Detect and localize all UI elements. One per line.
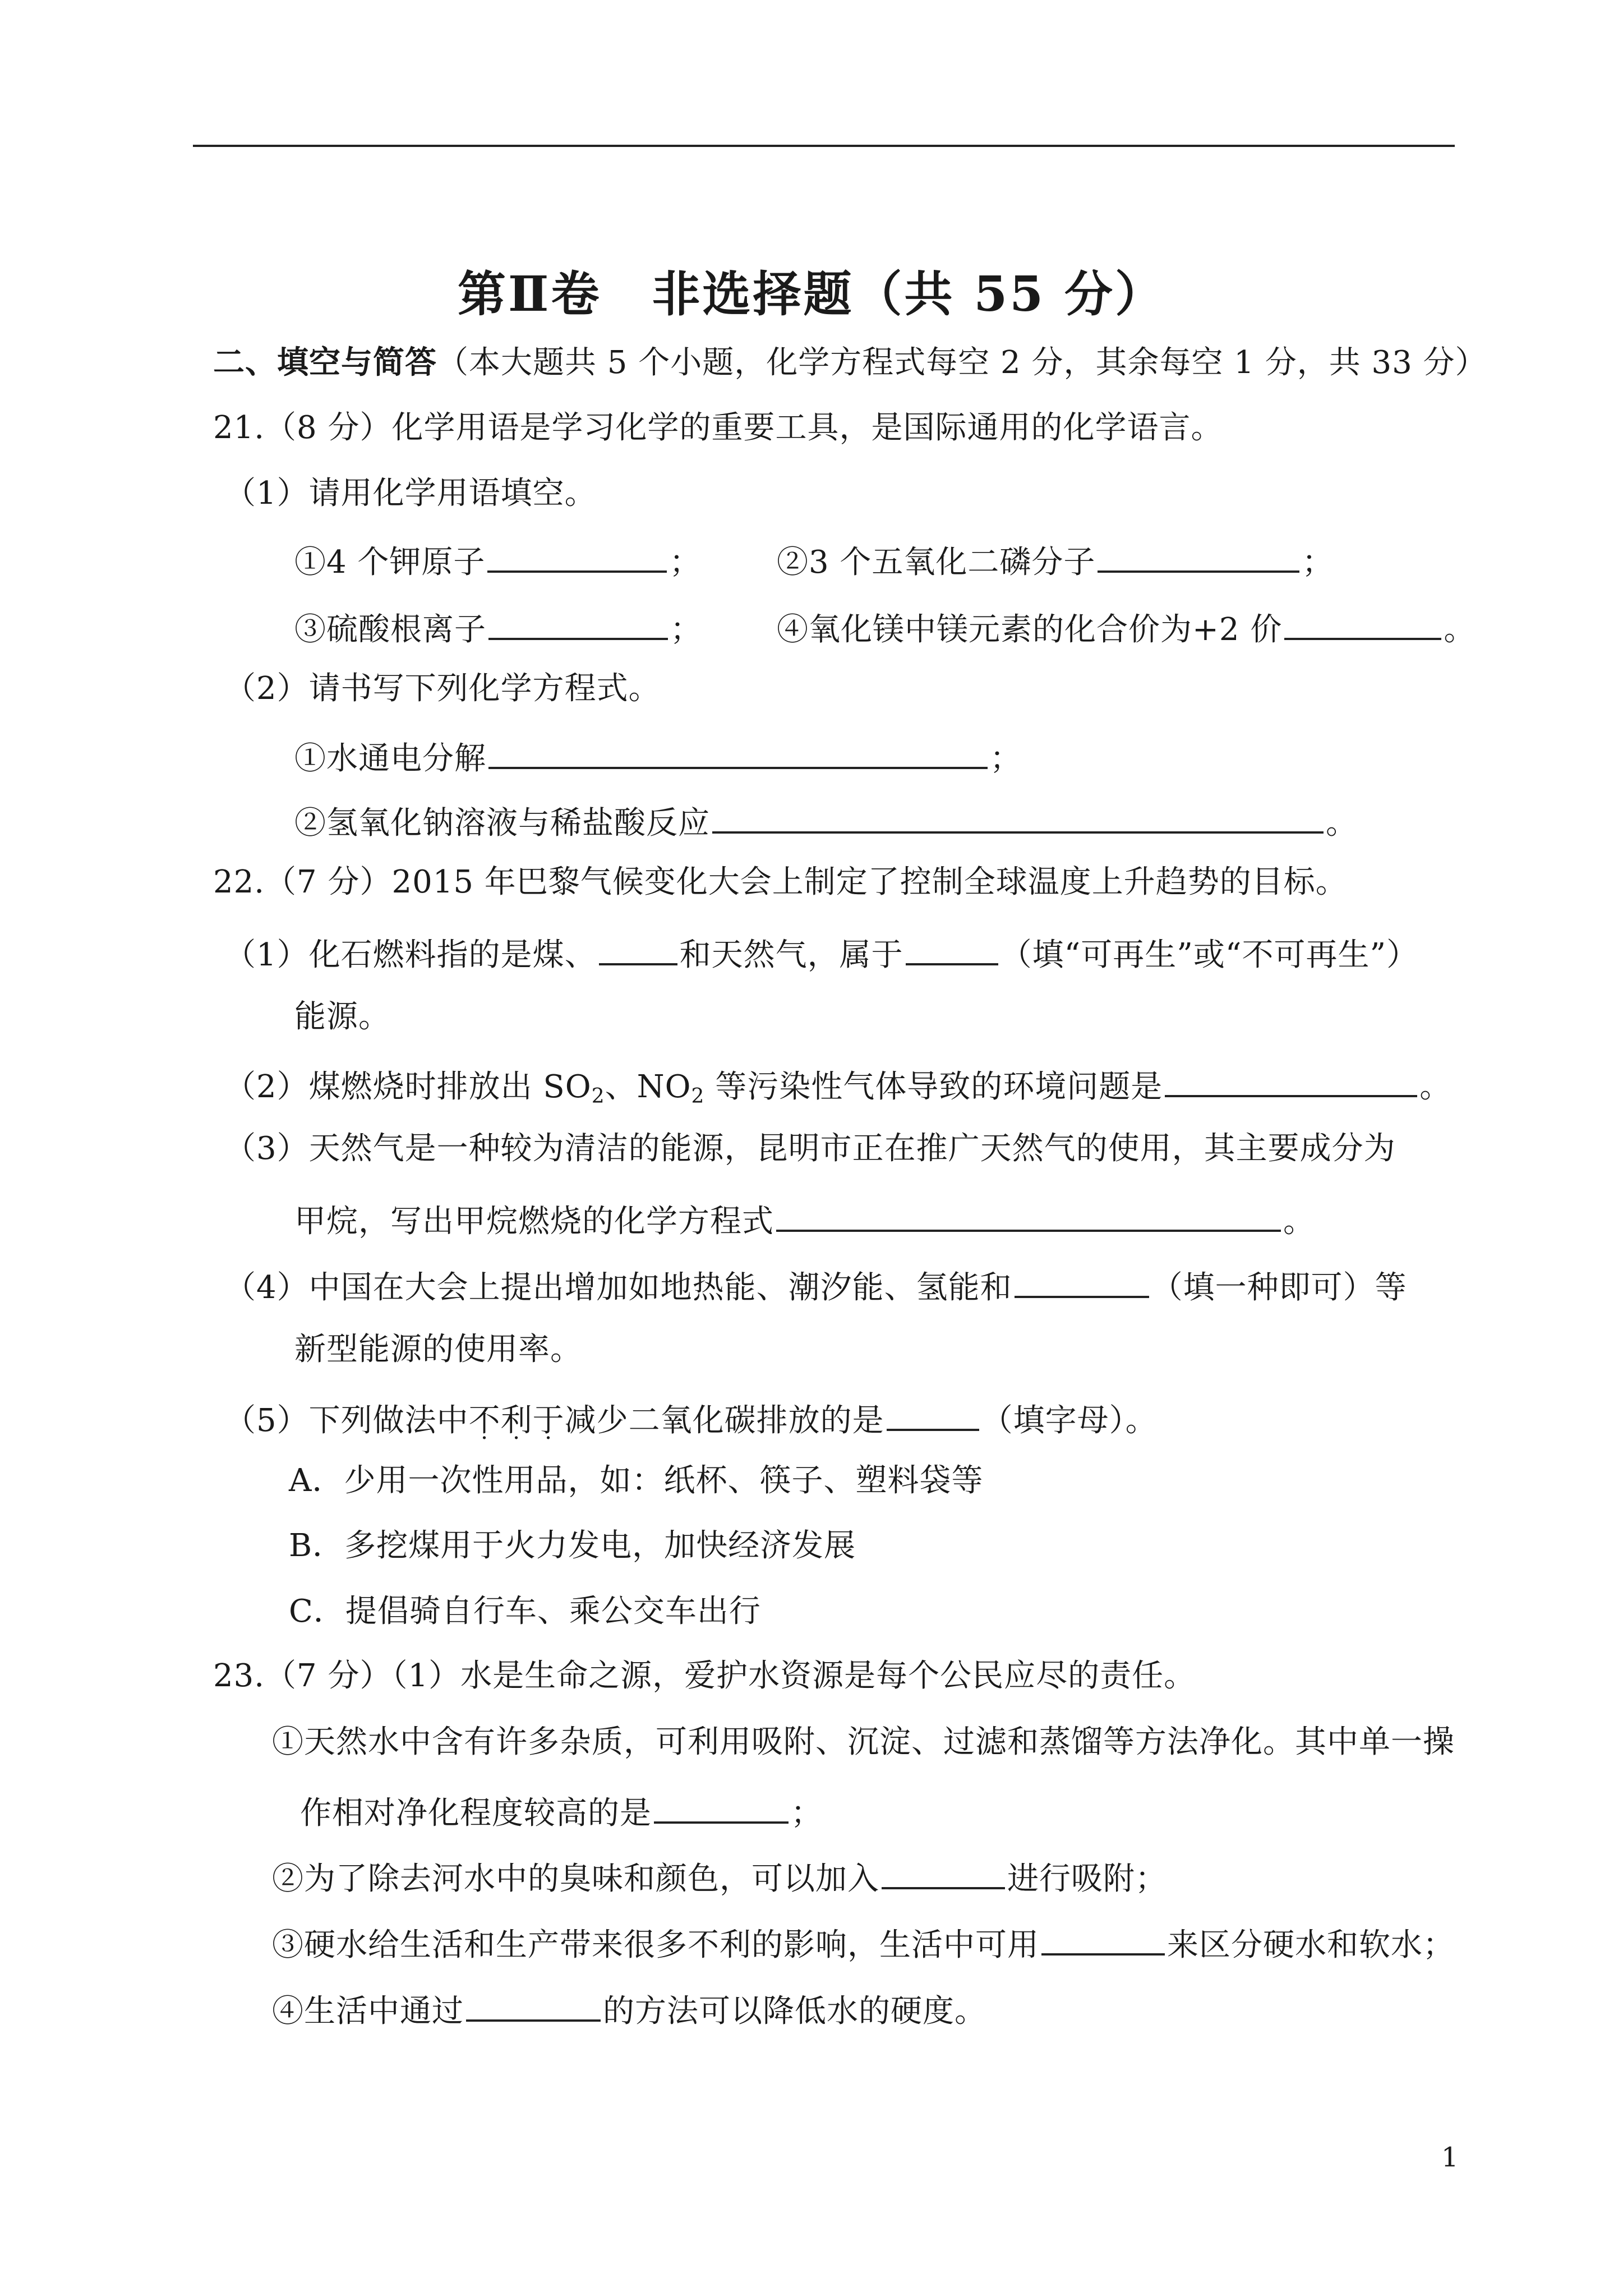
q21-item3 <box>294 609 702 646</box>
q23-s4-text: 的方法可以降低水的硬度。 <box>603 1993 986 2030</box>
subscript: 2 <box>691 1085 705 1108</box>
q22-option-a: A．少用一次性用品，如：纸杯、筷子、塑料袋等 <box>289 1462 984 1499</box>
punct: ； <box>670 611 702 648</box>
answer-blank[interactable] <box>1098 541 1299 573</box>
emphasis-char: 不 <box>468 1402 501 1439</box>
page-number: 1 <box>1441 2142 1459 2173</box>
q21-item3-text: ③硫酸根离子 <box>294 611 486 648</box>
emphasis-char: 利 <box>500 1402 533 1439</box>
q23-sub3 <box>272 1924 1455 1961</box>
punct: 。 <box>1419 1069 1452 1105</box>
q22-part2 <box>224 1066 1451 1107</box>
punct: ； <box>1302 544 1334 581</box>
q21-part2: （2）请书写下列化学方程式。 <box>224 670 661 707</box>
q22-part4 <box>224 1267 1407 1304</box>
q22-part4-cont: 新型能源的使用率。 <box>294 1331 582 1368</box>
q21-item2 <box>777 541 1334 581</box>
answer-blank[interactable] <box>488 738 988 769</box>
q21-stem: 21.（8 分）化学用语是学习化学的重要工具，是国际通用的化学语言。 <box>213 409 1223 446</box>
q21-item1 <box>294 541 702 581</box>
q23-s1-text: 作相对净化程度较高的是 <box>300 1795 652 1832</box>
q22-p4-text: （4）中国在大会上提出增加如地热能、潮汐能、氢能和 <box>224 1269 1012 1306</box>
q21-item1-text: ①4 个钾原子 <box>294 544 486 581</box>
answer-blank[interactable] <box>654 1792 789 1824</box>
header-rule <box>193 145 1455 147</box>
q22-p2-text: （2）煤燃烧时排放出 SO <box>224 1069 592 1105</box>
section-heading: 二、填空与简答 <box>213 344 437 381</box>
q22-p3-text: 甲烷，写出甲烷燃烧的化学方程式 <box>294 1203 774 1240</box>
q22-p5-text: （5）下列做法中 <box>224 1402 469 1439</box>
q22-p5-text: 减少二氧化碳排放的是 <box>564 1402 884 1439</box>
q22-part3-cont <box>294 1200 1315 1240</box>
q22-p1-text: （1）化石燃料指的是煤、 <box>224 937 597 973</box>
answer-blank[interactable] <box>887 1400 979 1431</box>
punct: 。 <box>1326 805 1358 841</box>
q23-sub4 <box>272 1990 986 2030</box>
q23-stem: 23.（7 分）（1）水是生命之源，爱护水资源是每个公民应尽的责任。 <box>213 1658 1196 1694</box>
punct: ； <box>669 544 702 581</box>
q22-p1-hint: （填“可再生”或“不可再生”） <box>1000 937 1419 973</box>
answer-blank[interactable] <box>1284 609 1441 640</box>
q22-part1-cont: 能源。 <box>294 999 390 1035</box>
q22-p5-text: （填字母）。 <box>981 1402 1158 1439</box>
punct: ； <box>990 740 1022 777</box>
q22-option-c: C．提倡骑自行车、乘公交车出行 <box>289 1593 761 1630</box>
q23-sub2 <box>272 1858 1167 1895</box>
emphasis-char: 于 <box>532 1402 565 1439</box>
q22-p2-text: 、NO <box>605 1069 691 1105</box>
q22-part1 <box>224 934 1418 971</box>
q22-option-b: B．多挖煤用于火力发电，加快经济发展 <box>289 1527 856 1564</box>
q22-p1-text: 和天然气，属于 <box>679 937 903 973</box>
answer-blank[interactable] <box>1015 1267 1149 1298</box>
q21-equation2 <box>294 802 1358 839</box>
q22-part5 <box>224 1400 1158 1437</box>
q21-item2-text: ②3 个五氧化二磷分子 <box>777 544 1096 581</box>
q23-s4-text: ④生活中通过 <box>272 1993 464 2030</box>
punct: ； <box>791 1795 823 1832</box>
q23-s3-text: ③硬水给生活和生产带来很多不利的影响，生活中可用 <box>272 1927 1039 1963</box>
q23-s3-text: 来区分硬水和软水； <box>1167 1927 1455 1963</box>
q21-item4-text: ④氧化镁中镁元素的化合价为+2 价 <box>777 611 1283 648</box>
q22-part3: （3）天然气是一种较为清洁的能源，昆明市正在推广天然气的使用，其主要成分为 <box>224 1130 1396 1167</box>
answer-blank[interactable] <box>776 1200 1281 1232</box>
subscript: 2 <box>591 1085 605 1108</box>
q21-eq2-text: ②氢氧化钠溶液与稀盐酸反应 <box>294 805 710 841</box>
q22-stem: 22.（7 分）2015 年巴黎气候变化大会上制定了控制全球温度上升趋势的目标。 <box>213 864 1348 900</box>
answer-blank[interactable] <box>1165 1066 1417 1097</box>
answer-blank[interactable] <box>882 1858 1005 1889</box>
q21-eq1-text: ①水通电分解 <box>294 740 486 777</box>
q21-equation1 <box>294 738 1022 775</box>
answer-blank[interactable] <box>487 541 667 573</box>
answer-blank[interactable] <box>906 934 998 965</box>
answer-blank[interactable] <box>599 934 677 965</box>
answer-blank[interactable] <box>488 609 668 640</box>
punct: 。 <box>1283 1203 1315 1240</box>
q23-sub1: ①天然水中含有许多杂质，可利用吸附、沉淀、过滤和蒸馏等方法净化。其中单一操 <box>272 1724 1455 1760</box>
q22-p4-text: （填一种即可）等 <box>1151 1269 1407 1306</box>
answer-blank[interactable] <box>466 1990 601 2022</box>
q21-item4 <box>777 609 1476 646</box>
q23-sub1-cont <box>300 1792 823 1832</box>
paper-title: 第Ⅱ卷 非选择题（共 55 分） <box>457 266 1166 323</box>
q23-s2-text: ②为了除去河水中的臭味和颜色，可以加入 <box>272 1861 879 1897</box>
section-note: （本大题共 5 个小题，化学方程式每空 2 分，其余每空 1 分，共 33 分） <box>437 344 1487 381</box>
q21-part1: （1）请用化学用语填空。 <box>224 475 597 512</box>
answer-blank[interactable] <box>1041 1924 1165 1955</box>
punct: 。 <box>1444 611 1476 648</box>
section-heading-line <box>213 344 1487 381</box>
answer-blank[interactable] <box>712 802 1324 834</box>
q22-p2-text: 等污染性气体导致的环境问题是 <box>704 1069 1163 1105</box>
q23-s2-text: 进行吸附； <box>1007 1861 1167 1897</box>
